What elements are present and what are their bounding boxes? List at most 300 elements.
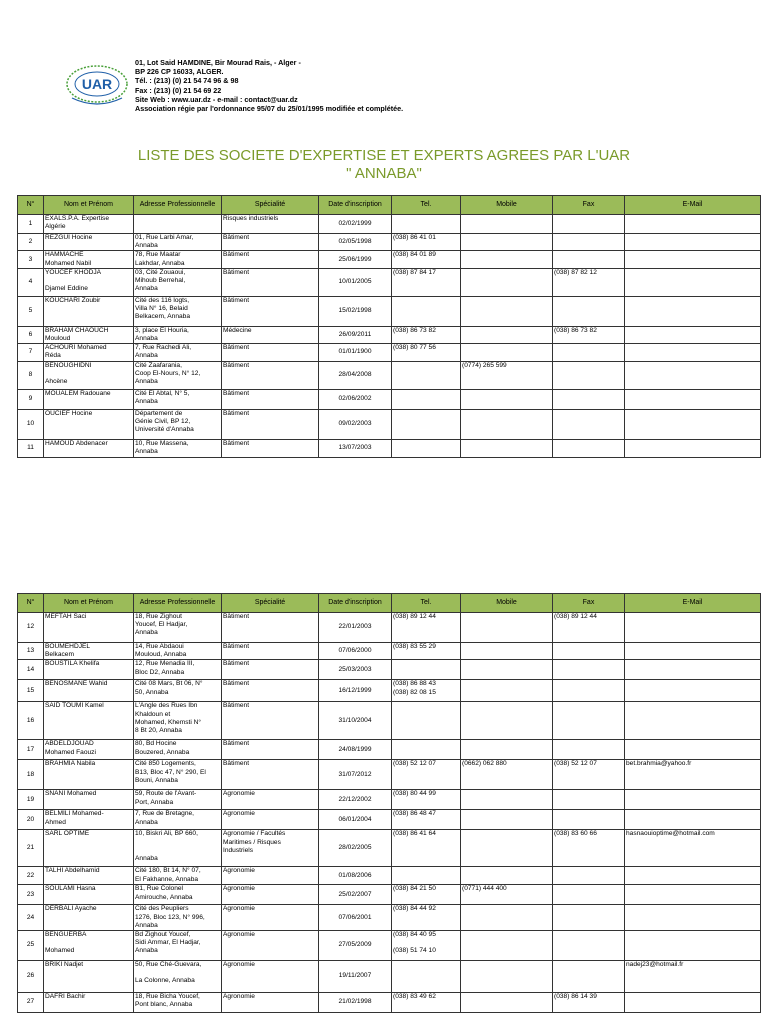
- col-address-cell: 7, Rue Rachedi Ali, Annaba: [134, 344, 222, 361]
- col-fax-cell: [553, 702, 625, 740]
- table-row: [18, 790, 761, 810]
- col-mobile-cell: [461, 344, 553, 361]
- col-address-cell: 01, Rue Larbi Amar, Annaba: [134, 234, 222, 251]
- col-name-cell: ABDELDJOUAD Mohamed Faouzi: [44, 740, 134, 760]
- col-tel-cell: (038) 87 84 17: [392, 268, 461, 296]
- col-speciality-cell: Bâtiment: [222, 234, 319, 251]
- col-date-cell: 26/09/2011: [319, 326, 392, 343]
- col-address-cell: Département de Génie Civil, BP 12, Université d'Annaba: [134, 409, 222, 439]
- col-speciality-cell: Agronomie: [222, 867, 319, 885]
- header-col-mobile: Mobile: [461, 196, 553, 215]
- header-col-address: Adresse Professionnelle: [134, 196, 222, 215]
- col-tel-cell: (038) 80 77 56: [392, 344, 461, 361]
- col-name-cell: DAFRI Bachir: [44, 993, 134, 1013]
- col-email-cell: [625, 702, 761, 740]
- col-mobile-cell: [461, 810, 553, 830]
- header-col-speciality: Spécialité: [222, 196, 319, 215]
- col-address-cell: 03, Cité Zouaoui, Mihoub Berrehal, Annaba: [134, 268, 222, 296]
- col-tel-cell: [392, 702, 461, 740]
- col-date-cell: 25/06/1999: [319, 251, 392, 268]
- logo-text: UAR: [81, 76, 113, 92]
- col-address-cell: 50, Rue Ché-Guevara, La Colonne, Annaba: [134, 961, 222, 993]
- col-tel-cell: [392, 439, 461, 457]
- col-speciality-cell: Risques industriels: [222, 215, 319, 234]
- col-fax-cell: [553, 660, 625, 680]
- col-name-cell: SOULAMI Hasna: [44, 885, 134, 905]
- col-date-cell: 28/02/2005: [319, 830, 392, 867]
- col-date-cell: 07/06/2000: [319, 643, 392, 660]
- document-subtitle: " ANNABA": [346, 165, 422, 182]
- col-date-cell: 10/01/2005: [319, 268, 392, 296]
- col-tel-cell: (038) 89 12 44: [392, 613, 461, 643]
- col-number-cell: 6: [18, 326, 44, 343]
- header-col-fax: Fax: [553, 196, 625, 215]
- col-fax-cell: [553, 740, 625, 760]
- col-email-cell: [625, 344, 761, 361]
- col-name-cell: BENOUGHIDNI Ahcène: [44, 361, 134, 389]
- table-row: [18, 215, 761, 234]
- col-speciality-cell: Bâtiment: [222, 660, 319, 680]
- header-col-number: N°: [18, 196, 44, 215]
- letterhead: [60, 56, 760, 126]
- header-col-tel: Tel.: [392, 196, 461, 215]
- col-mobile-cell: [461, 251, 553, 268]
- col-number-cell: 11: [18, 439, 44, 457]
- col-email-cell: [625, 613, 761, 643]
- col-fax-cell: (038) 86 14 39: [553, 993, 625, 1013]
- col-number-cell: 17: [18, 740, 44, 760]
- col-number-cell: 19: [18, 790, 44, 810]
- col-fax-cell: [553, 905, 625, 931]
- table-row: [18, 643, 761, 660]
- col-tel-cell: [392, 409, 461, 439]
- col-mobile-cell: (0662) 062 880: [461, 760, 553, 790]
- col-date-cell: 22/12/2002: [319, 790, 392, 810]
- col-name-cell: ACHOURI Mohamed Réda: [44, 344, 134, 361]
- header-col-tel: Tel.: [392, 594, 461, 613]
- col-email-cell: [625, 660, 761, 680]
- col-address-cell: 18, Rue Bicha Youcef, Pont blanc, Annaba: [134, 993, 222, 1013]
- col-fax-cell: [553, 931, 625, 961]
- col-speciality-cell: Bâtiment: [222, 296, 319, 326]
- col-fax-cell: (038) 83 60 66: [553, 830, 625, 867]
- table-row: [18, 389, 761, 409]
- col-mobile-cell: [461, 867, 553, 885]
- table-row: [18, 251, 761, 268]
- col-email-cell: [625, 643, 761, 660]
- col-email-cell: hasnaouioptime@hotmail.com: [625, 830, 761, 867]
- col-name-cell: BRAHAM CHAOUCH Mouloud: [44, 326, 134, 343]
- col-date-cell: 27/05/2009: [319, 931, 392, 961]
- col-number-cell: 5: [18, 296, 44, 326]
- col-mobile-cell: [461, 680, 553, 702]
- col-speciality-cell: Bâtiment: [222, 439, 319, 457]
- col-tel-cell: (038) 84 01 89: [392, 251, 461, 268]
- col-mobile-cell: (0771) 444 400: [461, 885, 553, 905]
- table-row: [18, 905, 761, 931]
- col-address-cell: 14, Rue Abdaoui Mouloud, Annaba: [134, 643, 222, 660]
- col-speciality-cell: Bâtiment: [222, 643, 319, 660]
- header-col-mobile: Mobile: [461, 594, 553, 613]
- col-date-cell: 25/02/2007: [319, 885, 392, 905]
- col-speciality-cell: Bâtiment: [222, 760, 319, 790]
- col-address-cell: Cité des Peupliers 1276, Bloc 123, N° 996, Annaba: [134, 905, 222, 931]
- col-address-cell: Cité 850 Logements, B13, Bloc 47, N° 290, El Bouni, Annaba: [134, 760, 222, 790]
- col-address-cell: Bd Zighout Youcef, Sidi Ammar, El Hadjar, Annaba: [134, 931, 222, 961]
- col-number-cell: 15: [18, 680, 44, 702]
- table-row: [18, 344, 761, 361]
- table-row: [18, 439, 761, 457]
- col-speciality-cell: Agronomie: [222, 961, 319, 993]
- col-address-cell: 10, Rue Massena, Annaba: [134, 439, 222, 457]
- col-date-cell: 31/10/2004: [319, 702, 392, 740]
- col-fax-cell: [553, 810, 625, 830]
- col-date-cell: 06/01/2004: [319, 810, 392, 830]
- col-fax-cell: [553, 251, 625, 268]
- col-mobile-cell: [461, 993, 553, 1013]
- col-email-cell: [625, 409, 761, 439]
- header-col-date: Date d'inscription: [319, 196, 392, 215]
- address-line: 01, Lot Said HAMDINE, Bir Mourad Rais, - Alger -: [135, 58, 301, 67]
- table-row: [18, 660, 761, 680]
- col-email-cell: [625, 905, 761, 931]
- col-date-cell: 15/02/1998: [319, 296, 392, 326]
- address-block: [135, 58, 403, 113]
- col-number-cell: 1: [18, 215, 44, 234]
- address-line: BP 226 CP 16033, ALGER.: [135, 67, 224, 77]
- col-mobile-cell: [461, 830, 553, 867]
- col-tel-cell: (038) 84 40 95 (038) 51 74 10: [392, 931, 461, 961]
- col-date-cell: 28/04/2008: [319, 361, 392, 389]
- header-col-fax: Fax: [553, 594, 625, 613]
- col-tel-cell: (038) 80 44 99: [392, 790, 461, 810]
- col-number-cell: 9: [18, 389, 44, 409]
- col-tel-cell: (038) 86 73 82: [392, 326, 461, 343]
- col-email-cell: [625, 215, 761, 234]
- table-row: [18, 885, 761, 905]
- col-fax-cell: [553, 885, 625, 905]
- col-name-cell: BENOSMANE Wahid: [44, 680, 134, 702]
- col-date-cell: 02/05/1998: [319, 234, 392, 251]
- col-number-cell: 23: [18, 885, 44, 905]
- col-date-cell: 02/02/1999: [319, 215, 392, 234]
- col-name-cell: BOUSTILA Khelifa: [44, 660, 134, 680]
- col-tel-cell: (038) 86 48 47: [392, 810, 461, 830]
- col-name-cell: HAMMACHE Mohamed Nabil: [44, 251, 134, 268]
- col-name-cell: SAID TOUMI Kamel: [44, 702, 134, 740]
- table-row: [18, 702, 761, 740]
- document-title: LISTE DES SOCIETE D'EXPERTISE ET EXPERTS AGREES PAR L'UAR: [137, 147, 631, 164]
- table-row: [18, 830, 761, 867]
- col-speciality-cell: Bâtiment: [222, 251, 319, 268]
- col-fax-cell: [553, 296, 625, 326]
- table-row: [18, 961, 761, 993]
- col-address-cell: L'Angle des Rues Ibn Khaldoun et Mohamed, Khemsti N° 8 Bt 20, Annaba: [134, 702, 222, 740]
- col-number-cell: 18: [18, 760, 44, 790]
- col-mobile-cell: [461, 326, 553, 343]
- col-number-cell: 16: [18, 702, 44, 740]
- col-name-cell: BENGUERBA Mohamed: [44, 931, 134, 961]
- table-row: [18, 296, 761, 326]
- col-name-cell: OUCIEF Hocine: [44, 409, 134, 439]
- col-address-cell: 80, Bd Hocine Bouzered, Annaba: [134, 740, 222, 760]
- col-mobile-cell: [461, 961, 553, 993]
- col-email-cell: [625, 389, 761, 409]
- col-fax-cell: [553, 790, 625, 810]
- col-tel-cell: [392, 389, 461, 409]
- col-email-cell: [625, 790, 761, 810]
- table-row: [18, 810, 761, 830]
- col-address-cell: 10, Biskri Ali, BP 660, Annaba: [134, 830, 222, 867]
- col-mobile-cell: [461, 790, 553, 810]
- col-address-cell: Cité Zaafarania, Coop El-Nours, N° 12, Annaba: [134, 361, 222, 389]
- col-speciality-cell: Agronomie / Facultés Maritimes / Risques Industriels: [222, 830, 319, 867]
- col-speciality-cell: Bâtiment: [222, 740, 319, 760]
- col-address-cell: Cité 08 Mars, Bt 06, N° 50, Annaba: [134, 680, 222, 702]
- col-email-cell: [625, 326, 761, 343]
- col-address-cell: 18, Rue Zighout Youcef, El Hadjar, Annaba: [134, 613, 222, 643]
- col-speciality-cell: Bâtiment: [222, 361, 319, 389]
- col-email-cell: [625, 680, 761, 702]
- table-row: [18, 740, 761, 760]
- col-address-cell: 7, Rue de Bretagne, Annaba: [134, 810, 222, 830]
- col-mobile-cell: [461, 740, 553, 760]
- col-fax-cell: [553, 409, 625, 439]
- col-number-cell: 12: [18, 613, 44, 643]
- col-mobile-cell: [461, 613, 553, 643]
- table-row: [18, 760, 761, 790]
- col-tel-cell: (038) 52 12 07: [392, 760, 461, 790]
- col-date-cell: 22/01/2003: [319, 613, 392, 643]
- col-speciality-cell: Bâtiment: [222, 613, 319, 643]
- col-email-cell: bet.brahmia@yahoo.fr: [625, 760, 761, 790]
- header-col-name: Nom et Prénom: [44, 594, 134, 613]
- col-address-cell: [134, 215, 222, 234]
- col-name-cell: REZGUI Hocine: [44, 234, 134, 251]
- col-date-cell: 31/07/2012: [319, 760, 392, 790]
- col-tel-cell: [392, 215, 461, 234]
- col-fax-cell: (038) 52 12 07: [553, 760, 625, 790]
- header-col-name: Nom et Prénom: [44, 196, 134, 215]
- col-speciality-cell: Agronomie: [222, 790, 319, 810]
- col-number-cell: 24: [18, 905, 44, 931]
- col-mobile-cell: [461, 296, 553, 326]
- col-mobile-cell: [461, 268, 553, 296]
- col-address-cell: B1, Rue Colonel Amirouche, Annaba: [134, 885, 222, 905]
- col-mobile-cell: [461, 389, 553, 409]
- table-row: [18, 680, 761, 702]
- col-number-cell: 10: [18, 409, 44, 439]
- col-name-cell: SNANI Mohamed: [44, 790, 134, 810]
- header-col-email: E-Mail: [625, 594, 761, 613]
- col-name-cell: SARL OPTIME: [44, 830, 134, 867]
- col-date-cell: 19/11/2007: [319, 961, 392, 993]
- col-number-cell: 8: [18, 361, 44, 389]
- col-name-cell: KOUCHARI Zoubir: [44, 296, 134, 326]
- col-date-cell: 01/01/1900: [319, 344, 392, 361]
- col-address-cell: Cité des 116 logts, Villa N° 16, Belaid Belkacem, Annaba: [134, 296, 222, 326]
- col-tel-cell: (038) 84 21 50: [392, 885, 461, 905]
- col-speciality-cell: Agronomie: [222, 931, 319, 961]
- col-tel-cell: [392, 961, 461, 993]
- header-col-date: Date d'inscription: [319, 594, 392, 613]
- col-fax-cell: (038) 89 12 44: [553, 613, 625, 643]
- col-tel-cell: (038) 86 41 64: [392, 830, 461, 867]
- col-name-cell: BOUMEHDJEL Belkacem: [44, 643, 134, 660]
- col-name-cell: EXALS.P.A. Expertise Algérie: [44, 215, 134, 234]
- col-speciality-cell: Bâtiment: [222, 344, 319, 361]
- col-email-cell: [625, 931, 761, 961]
- col-name-cell: MOUALEM Radouane: [44, 389, 134, 409]
- table-row: [18, 993, 761, 1013]
- col-tel-cell: (038) 83 55 29: [392, 643, 461, 660]
- col-name-cell: BRAHMIA Nabila: [44, 760, 134, 790]
- col-mobile-cell: [461, 660, 553, 680]
- col-number-cell: 27: [18, 993, 44, 1013]
- header-col-email: E-Mail: [625, 196, 761, 215]
- col-tel-cell: (038) 86 41 01: [392, 234, 461, 251]
- col-date-cell: 01/08/2006: [319, 867, 392, 885]
- col-mobile-cell: [461, 215, 553, 234]
- col-number-cell: 14: [18, 660, 44, 680]
- col-address-cell: Cité El Abtal, N° 5, Annaba: [134, 389, 222, 409]
- table-row: [18, 613, 761, 643]
- col-date-cell: 02/06/2002: [319, 389, 392, 409]
- col-speciality-cell: Bâtiment: [222, 680, 319, 702]
- col-email-cell: [625, 361, 761, 389]
- table-row: [18, 268, 761, 296]
- col-tel-cell: [392, 296, 461, 326]
- experts-table-1: [17, 195, 761, 458]
- col-email-cell: [625, 740, 761, 760]
- col-speciality-cell: Médecine: [222, 326, 319, 343]
- col-address-cell: 59, Route de l'Avant- Port, Annaba: [134, 790, 222, 810]
- col-name-cell: DERBALI Ayache: [44, 905, 134, 931]
- col-email-cell: [625, 268, 761, 296]
- col-mobile-cell: [461, 931, 553, 961]
- col-number-cell: 20: [18, 810, 44, 830]
- phone-line: Tél. : (213) (0) 21 54 74 96 & 98: [135, 76, 239, 86]
- col-fax-cell: [553, 389, 625, 409]
- col-fax-cell: [553, 961, 625, 993]
- col-date-cell: 09/02/2003: [319, 409, 392, 439]
- col-email-cell: [625, 867, 761, 885]
- col-mobile-cell: (0774) 265 599: [461, 361, 553, 389]
- col-email-cell: [625, 251, 761, 268]
- col-number-cell: 25: [18, 931, 44, 961]
- col-fax-cell: [553, 361, 625, 389]
- col-name-cell: BELMILI Mohamed- Ahmed: [44, 810, 134, 830]
- col-email-cell: [625, 234, 761, 251]
- col-name-cell: BRIKI Nadjet: [44, 961, 134, 993]
- col-speciality-cell: Agronomie: [222, 810, 319, 830]
- col-fax-cell: [553, 867, 625, 885]
- col-email-cell: [625, 993, 761, 1013]
- col-number-cell: 22: [18, 867, 44, 885]
- header-col-speciality: Spécialité: [222, 594, 319, 613]
- col-mobile-cell: [461, 439, 553, 457]
- col-speciality-cell: Agronomie: [222, 993, 319, 1013]
- col-mobile-cell: [461, 234, 553, 251]
- col-date-cell: 21/02/1998: [319, 993, 392, 1013]
- col-name-cell: MEFTAH Saci: [44, 613, 134, 643]
- col-fax-cell: [553, 643, 625, 660]
- col-name-cell: YOUCEF KHODJA Djamel Eddine: [44, 268, 134, 296]
- fax-line: Fax : (213) (0) 21 54 69 22: [135, 85, 222, 95]
- col-mobile-cell: [461, 905, 553, 931]
- col-number-cell: 7: [18, 344, 44, 361]
- col-email-cell: [625, 439, 761, 457]
- col-address-cell: Cité 180, Bt 14, N° 07, El Fakhanne, Annaba: [134, 867, 222, 885]
- col-email-cell: [625, 810, 761, 830]
- table-row: [18, 931, 761, 961]
- col-fax-cell: [553, 439, 625, 457]
- col-date-cell: 16/12/1999: [319, 680, 392, 702]
- header-col-address: Adresse Professionnelle: [134, 594, 222, 613]
- col-speciality-cell: Bâtiment: [222, 409, 319, 439]
- col-tel-cell: (038) 84 44 92: [392, 905, 461, 931]
- col-fax-cell: [553, 215, 625, 234]
- col-tel-cell: [392, 867, 461, 885]
- col-email-cell: nadej23@hotmail.fr: [625, 961, 761, 993]
- table-row: [18, 409, 761, 439]
- col-fax-cell: [553, 680, 625, 702]
- col-fax-cell: [553, 344, 625, 361]
- uar-logo: [64, 58, 130, 114]
- col-tel-cell: (038) 83 49 62: [392, 993, 461, 1013]
- col-mobile-cell: [461, 702, 553, 740]
- col-number-cell: 13: [18, 643, 44, 660]
- col-speciality-cell: Bâtiment: [222, 389, 319, 409]
- col-mobile-cell: [461, 643, 553, 660]
- col-number-cell: 21: [18, 830, 44, 867]
- col-email-cell: [625, 296, 761, 326]
- col-speciality-cell: Agronomie: [222, 905, 319, 931]
- col-tel-cell: [392, 660, 461, 680]
- col-address-cell: 3, place El Houria, Annaba: [134, 326, 222, 343]
- col-speciality-cell: Bâtiment: [222, 702, 319, 740]
- col-number-cell: 2: [18, 234, 44, 251]
- col-name-cell: HAMOUD Abdenacer: [44, 439, 134, 457]
- table-row: [18, 867, 761, 885]
- experts-table-2: [17, 593, 761, 1013]
- col-date-cell: 25/03/2003: [319, 660, 392, 680]
- col-tel-cell: (038) 86 88 43 (038) 82 08 15: [392, 680, 461, 702]
- col-mobile-cell: [461, 409, 553, 439]
- col-address-cell: 12, Rue Menadia III, Bloc D2, Annaba: [134, 660, 222, 680]
- table-row: [18, 234, 761, 251]
- header-col-number: N°: [18, 594, 44, 613]
- col-tel-cell: [392, 361, 461, 389]
- col-date-cell: 07/06/2001: [319, 905, 392, 931]
- legal-line: Association régie par l'ordonnance 95/07 du 25/01/1995 modifiée et complétée.: [135, 103, 404, 113]
- col-fax-cell: [553, 234, 625, 251]
- col-speciality-cell: Bâtiment: [222, 268, 319, 296]
- col-number-cell: 3: [18, 251, 44, 268]
- table-row: [18, 326, 761, 343]
- col-name-cell: TALHI Abdelhamid: [44, 867, 134, 885]
- col-email-cell: [625, 885, 761, 905]
- col-number-cell: 26: [18, 961, 44, 993]
- col-fax-cell: (038) 87 82 12: [553, 268, 625, 296]
- table-row: [18, 361, 761, 389]
- web-line: Site Web : www.uar.dz - e-mail : contact@uar.dz: [135, 94, 298, 104]
- col-fax-cell: (038) 86 73 82: [553, 326, 625, 343]
- col-tel-cell: [392, 740, 461, 760]
- col-address-cell: 78, Rue Maatar Lakhdar, Annaba: [134, 251, 222, 268]
- col-date-cell: 13/07/2003: [319, 439, 392, 457]
- col-date-cell: 24/08/1999: [319, 740, 392, 760]
